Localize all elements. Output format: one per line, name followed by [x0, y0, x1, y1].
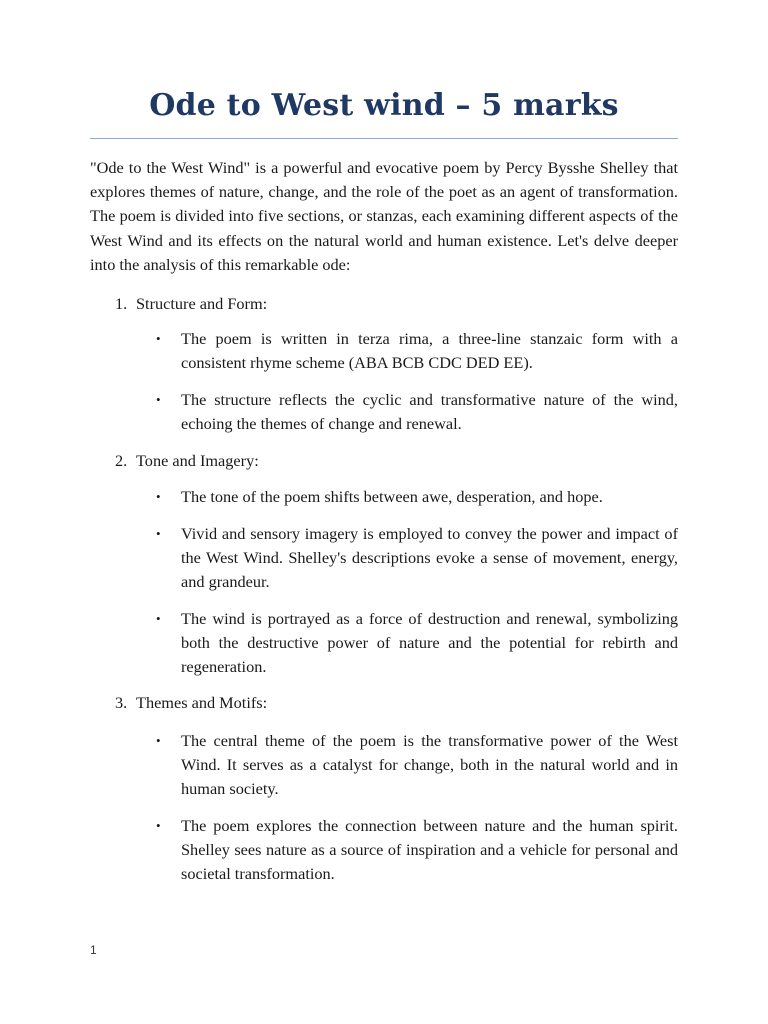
- bullet-icon: •: [156, 392, 161, 407]
- bullet-text: The central theme of the poem is the transformative power of the West Wind. It serves as a catalyst for change, both in the natural world and in human society.: [181, 731, 678, 798]
- bullet-item: [156, 814, 678, 886]
- bullet-item: [156, 327, 678, 375]
- bullet-item: [156, 607, 678, 679]
- bullet-text: Vivid and sensory imagery is employed to convey the power and impact of the West Wind. Shelley's descriptions evoke a sense of movement, energy, and grandeur.: [181, 524, 678, 591]
- bullet-item: [156, 522, 678, 594]
- section-title: Themes and Motifs:: [136, 693, 268, 712]
- bullet-text: The poem explores the connection between nature and the human spirit. Shelley sees nature as a source of inspiration and a vehicle for personal and societal transformation.: [181, 816, 678, 883]
- page-number: 1: [90, 943, 97, 957]
- section-heading-3: [90, 691, 678, 715]
- bullet-item: [156, 388, 678, 436]
- title-underline: [90, 138, 678, 139]
- bullet-icon: •: [156, 489, 161, 504]
- bullet-icon: •: [156, 526, 161, 541]
- bullet-text: The structure reflects the cyclic and transformative nature of the wind, echoing the themes of change and renewal.: [181, 390, 678, 433]
- page-title: Ode to West wind – 5 marks: [149, 88, 619, 123]
- section-title: Tone and Imagery:: [136, 451, 259, 470]
- bullet-text: The tone of the poem shifts between awe, desperation, and hope.: [181, 487, 603, 506]
- section-heading-2: [90, 449, 678, 473]
- bullet-icon: •: [156, 818, 161, 833]
- bullet-item: [156, 729, 678, 801]
- section-title: Structure and Form:: [136, 294, 268, 313]
- intro-paragraph: "Ode to the West Wind" is a powerful and evocative poem by Percy Bysshe Shelley that explores themes of nature, change, and the role of the poet as an agent of transformation. The poem is divided into five sections, or stanzas, each examining different aspects of the West Wind and its effects on the natural world and human existence. Let's delve deeper into the analysis of this remarkable ode:: [90, 158, 678, 274]
- section-number: 3.: [115, 693, 128, 712]
- bullet-icon: •: [156, 611, 161, 626]
- bullet-icon: •: [156, 733, 161, 748]
- bullet-item: [156, 485, 678, 509]
- bullet-text: The wind is portrayed as a force of destruction and renewal, symbolizing both the destructive power of nature and the potential for rebirth and regeneration.: [181, 609, 678, 676]
- section-number: 1.: [115, 294, 128, 313]
- bullet-text: The poem is written in terza rima, a three-line stanzaic form with a consistent rhyme scheme (ABA BCB CDC DED EE).: [181, 329, 678, 372]
- section-number: 2.: [115, 451, 128, 470]
- bullet-icon: •: [156, 331, 161, 346]
- section-heading-1: [90, 292, 678, 316]
